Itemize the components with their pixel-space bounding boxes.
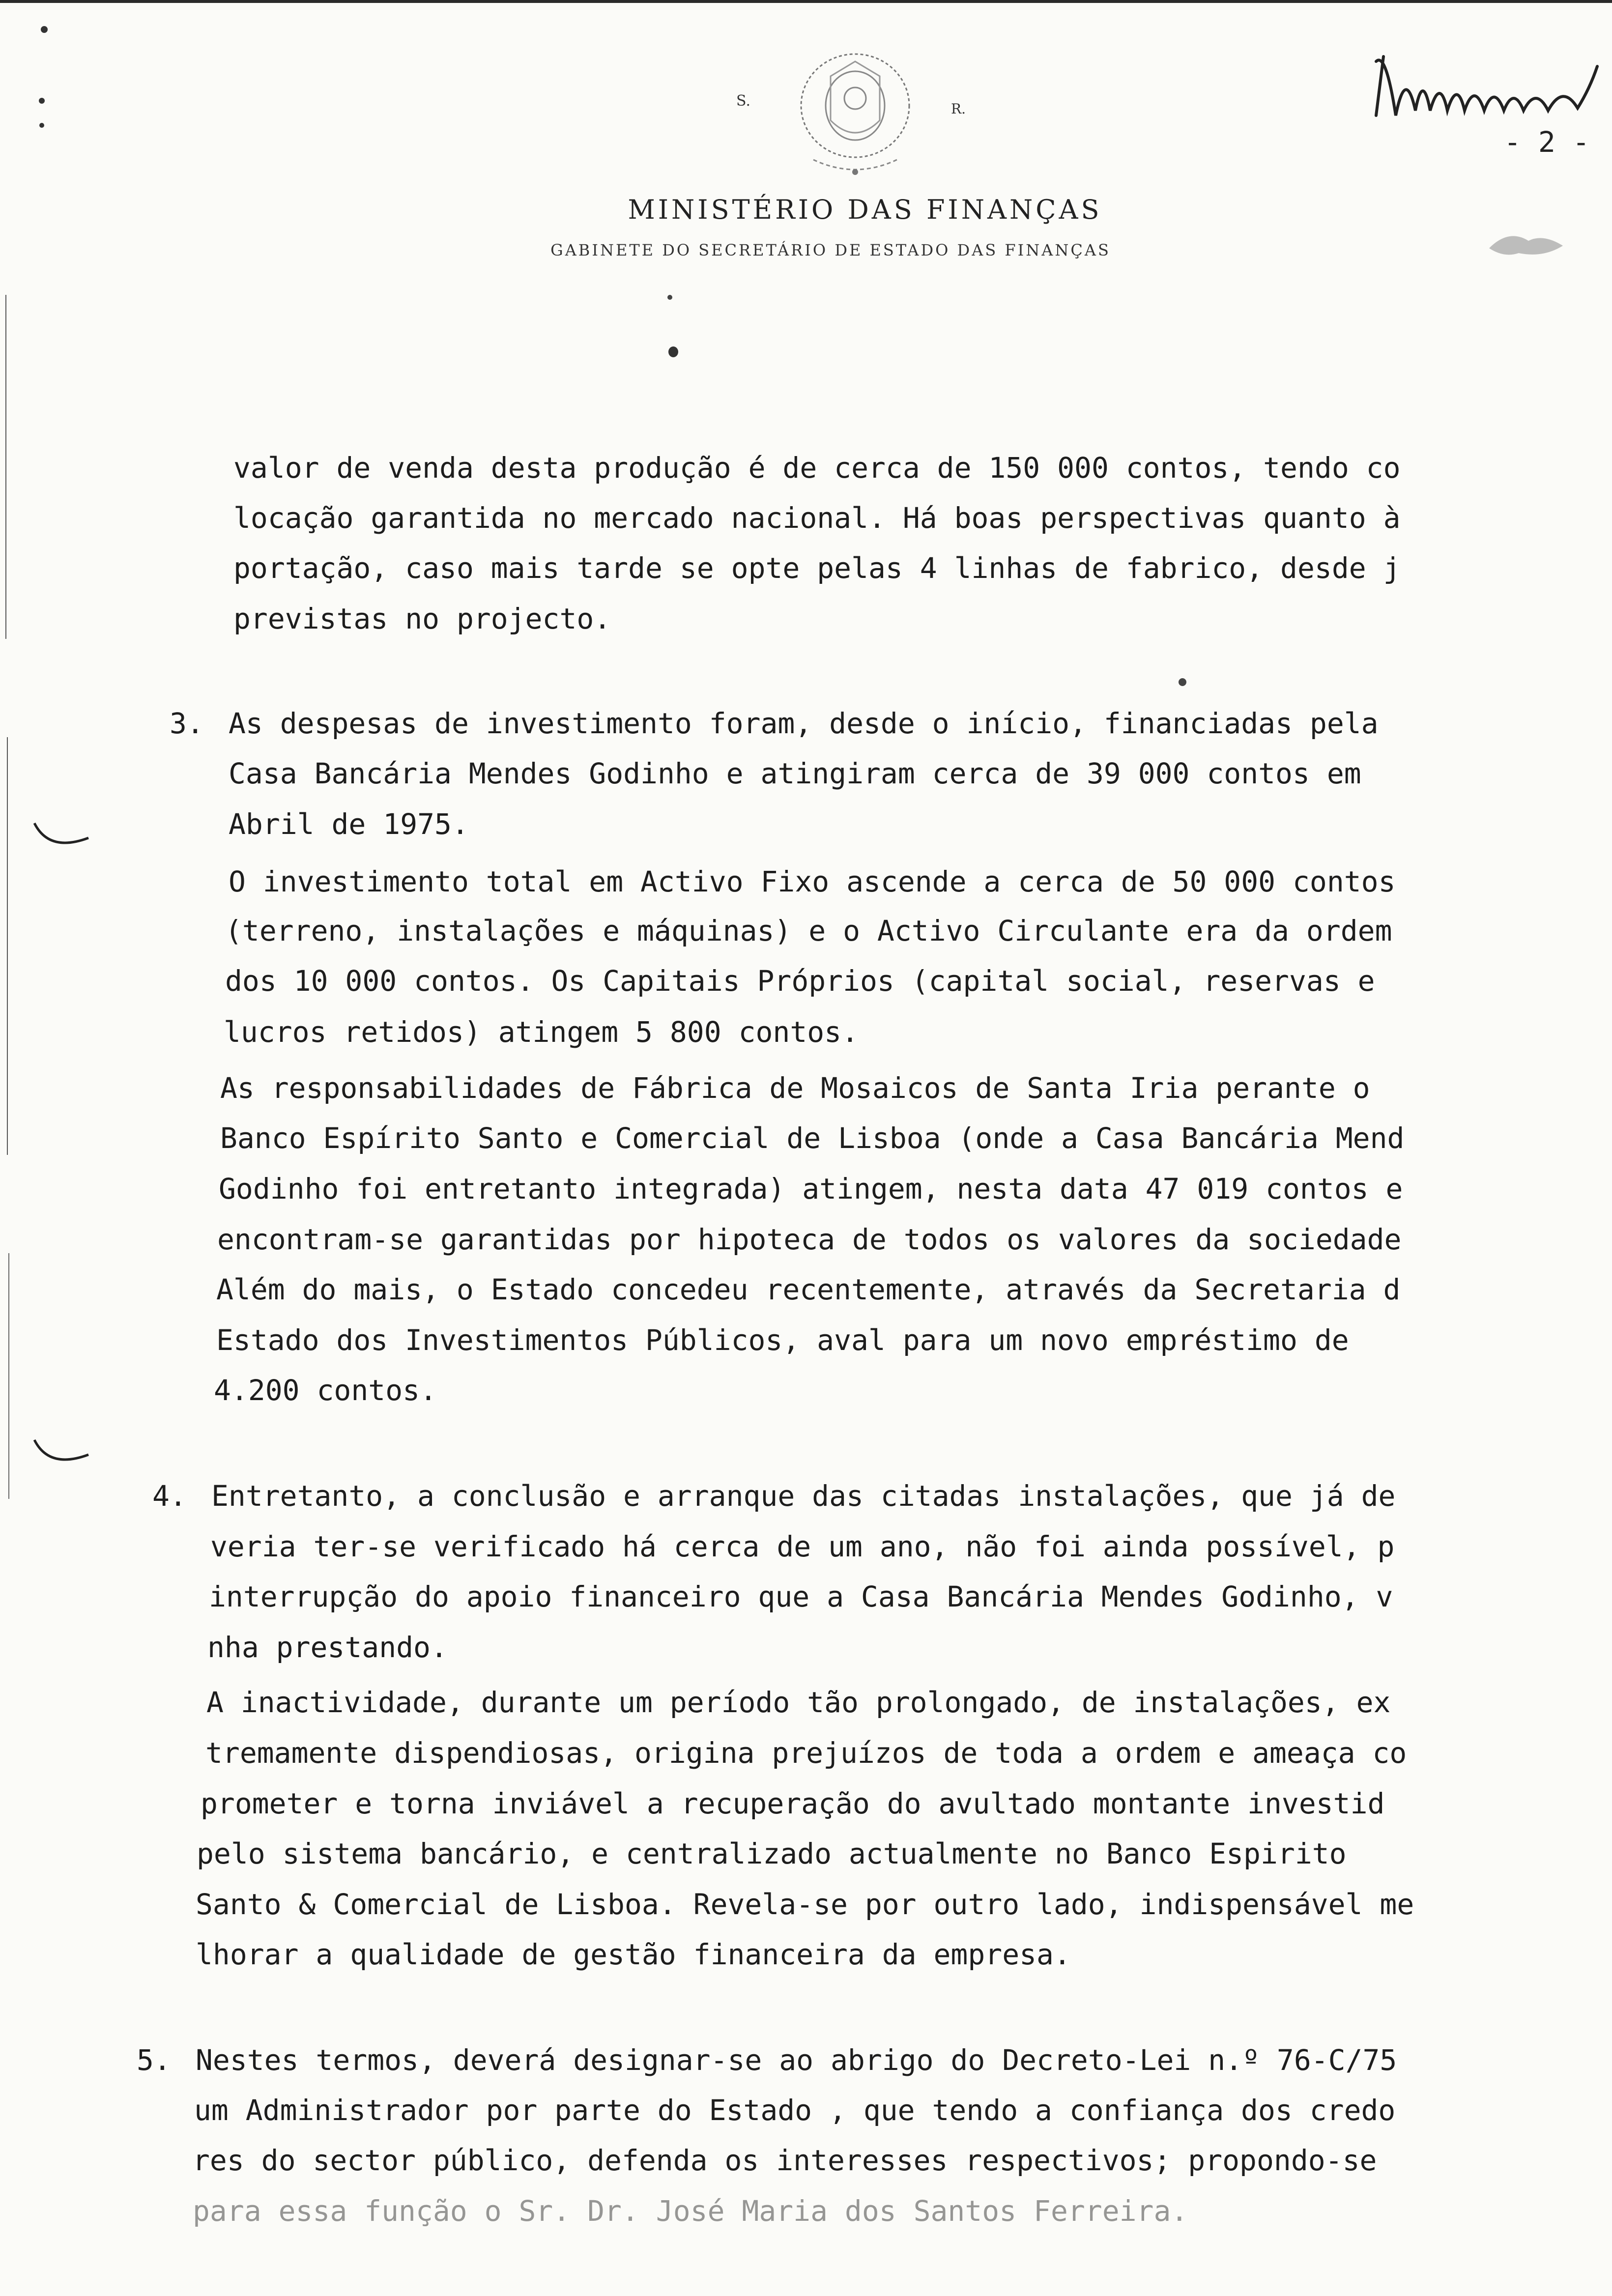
- text-line: lhorar a qualidade de gestão financeira da empresa.: [196, 1938, 1071, 1971]
- text-line: O investimento total em Activo Fixo ascende a cerca de 50 000 contos: [229, 865, 1396, 898]
- header-letter-s: S.: [736, 92, 751, 110]
- text-line-faded: para essa função o Sr. Dr. José Maria dos Santos Ferreira.: [193, 2194, 1188, 2228]
- text-line: pelo sistema bancário, e centralizado actualmente no Banco Espirito: [197, 1837, 1347, 1870]
- section-number: 3.: [170, 707, 204, 740]
- text-line: A inactividade, durante um período tão prolongado, de instalações, ex: [206, 1686, 1391, 1719]
- ink-speck: [667, 295, 672, 300]
- ministry-title: MINISTÉRIO DAS FINANÇAS: [628, 194, 1102, 225]
- office-subtitle: GABINETE DO SECRETÁRIO DE ESTADO DAS FINANÇAS: [550, 241, 1111, 259]
- text-line: Santo & Comercial de Lisboa. Revela-se por outro lado, indispensável me: [196, 1888, 1414, 1921]
- text-line: veria ter-se verificado há cerca de um ano, não foi ainda possível, p: [210, 1530, 1395, 1563]
- text-line: Banco Espírito Santo e Comercial de Lisboa (onde a Casa Bancária Mend: [220, 1121, 1405, 1155]
- top-border: [0, 0, 1612, 3]
- text-line: locação garantida no mercado nacional. Há boas perspectivas quanto à: [233, 501, 1401, 535]
- text-line: Entretanto, a conclusão e arranque das citadas instalações, que já de: [211, 1479, 1396, 1513]
- stamp-mark: [1484, 224, 1568, 263]
- text-line: prometer e torna inviável a recuperação do avultado montante investid: [201, 1787, 1385, 1820]
- text-line: lucros retidos) atingem 5 800 contos.: [224, 1015, 859, 1049]
- text-line: Abril de 1975.: [229, 807, 469, 841]
- text-line: dos 10 000 contos. Os Capitais Próprios (capital social, reservas e: [225, 964, 1375, 998]
- header-letter-r: R.: [951, 101, 966, 117]
- text-line: encontram-se garantidas por hipoteca de todos os valores da sociedade: [217, 1223, 1402, 1256]
- text-line: Casa Bancária Mendes Godinho e atingiram cerca de 39 000 contos em: [229, 757, 1361, 790]
- text-line: previstas no projecto.: [233, 602, 611, 635]
- text-line: As despesas de investimento foram, desde o início, financiadas pela: [229, 707, 1379, 740]
- text-line: Nestes termos, deverá designar-se ao abrigo do Decreto-Lei n.º 76-C/75: [196, 2043, 1397, 2077]
- text-line: (terreno, instalações e máquinas) e o Activo Circulante era da ordem: [225, 914, 1392, 947]
- binding-marks: [0, 0, 98, 2296]
- section-number: 5.: [137, 2043, 171, 2077]
- text-line: res do sector público, defenda os interesses respectivos; propondo-se: [193, 2144, 1377, 2177]
- ink-speck: [1179, 678, 1186, 686]
- text-line: Além do mais, o Estado concedeu recentemente, através da Secretaria d: [216, 1273, 1401, 1306]
- text-line: tremamente dispendiosas, origina prejuízos de toda a ordem e ameaça co: [205, 1736, 1407, 1770]
- text-line: As responsabilidades de Fábrica de Mosaicos de Santa Iria perante o: [220, 1071, 1370, 1105]
- text-line: um Administrador por parte do Estado , que tendo a confiança dos credo: [194, 2094, 1396, 2127]
- text-line: Godinho foi entretanto integrada) atingem, nesta data 47 019 contos e: [219, 1172, 1403, 1205]
- stray-ink-dot: [668, 346, 678, 357]
- coat-of-arms-seal: [784, 47, 926, 179]
- text-line: portação, caso mais tarde se opte pelas 4 linhas de fabrico, desde j: [233, 551, 1401, 585]
- section-number: 4.: [152, 1479, 187, 1513]
- text-line: 4.200 contos.: [214, 1374, 437, 1407]
- text-line: nha prestando.: [207, 1631, 448, 1664]
- text-line: interrupção do apoio financeiro que a Casa Bancária Mendes Godinho, v: [209, 1580, 1393, 1613]
- page-number: - 2 -: [1504, 125, 1590, 159]
- text-line: Estado dos Investimentos Públicos, aval para um novo empréstimo de: [216, 1323, 1349, 1357]
- handwritten-initials: [1366, 37, 1607, 135]
- text-line: valor de venda desta produção é de cerca de 150 000 contos, tendo co: [233, 451, 1401, 485]
